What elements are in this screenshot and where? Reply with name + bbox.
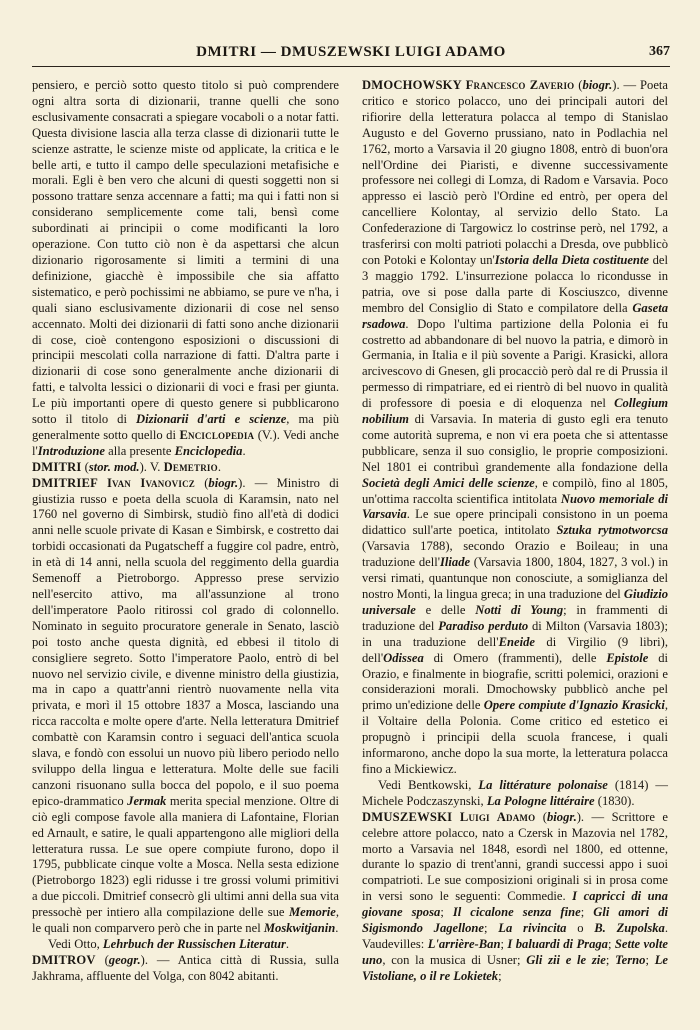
emphasis-text: Le Vistoliane, o il re Lokietek [362,952,668,983]
emphasis-text: B. Zupolska [594,921,665,936]
page-header [32,44,670,66]
body-text: ; [645,952,655,967]
entry-dmuszewski [362,810,668,985]
body-text: (Varsavia 1800, 1804, 1827, 3 vol.) in versi rimati, quantunque non conosciute, a somiglianza del nostro Monti, la lingua greca; in una traduzione del [362,555,668,601]
body-text: di Orazio, e finalmente in biografie, scritti polemici, orazioni e considerazioni morali. Dmochowsky pubblicò anche pel primo un'edizione delle [362,650,668,713]
entry-dmitrief [32,476,339,937]
body-text: ( [535,809,547,824]
emphasis-text: Il cicalone senza fine [452,905,581,920]
emphasis-text: geogr. [108,952,141,967]
body-text: ; [484,921,499,936]
body-text: (1830). [594,793,635,808]
body-text: . [335,921,339,936]
body-text: del 3 maggio 1792. L'insurrezione polacca lo ricondusse in patria, ove si pose dalla parte di Kosciuszco, divenne membro del Consiglio di Stato e compilatore della [362,252,668,315]
body-text: di Milton (Varsavia 1803); in una traduzione dell' [362,618,668,649]
left-column [32,78,339,985]
emphasis-text: Dizionarii d'arti e scienze [136,412,287,427]
emphasis-text: Gaseta rsadowa [362,300,668,331]
entry-dmochowsky [362,78,668,778]
emphasis-text: Giudizio universale [362,587,668,617]
emphasis-text: biogr. [208,475,239,490]
header-rule [32,66,670,67]
emphasis-text: Nuovo memoriale di Varsavia [362,491,668,522]
headword: DMOCHOWSKY Francesco Zaverio [362,78,575,92]
emphasis-text: I baluardi di Praga [507,936,608,951]
body-text: ( [95,952,109,967]
body-text: , con la musica di Usner; [382,952,527,967]
headword: Enciclopedia [179,427,255,442]
body-text: . [217,459,221,474]
emphasis-text: Lehrbuch der Russischen Literatur [102,936,286,951]
emphasis-text: Jermak [127,793,167,808]
emphasis-text: Epistole [606,650,649,665]
emphasis-text: Memorie [288,905,336,920]
paragraph-dizionario-continuation [32,78,339,460]
emphasis-text: La littérature polonaise [478,777,608,792]
emphasis-text: Eneide [498,634,535,649]
emphasis-text: Enciclopedia [174,443,243,458]
reference-dmitrief [32,937,339,953]
body-text: ( [574,78,583,92]
entry-dmitri [32,460,339,476]
body-text: ). — Poeta critico e storico polacco, uno dei principali autori del rifiorire della letteratura polacca al tempo di Stanislao Augusto e del Governo prussiano, nato in Podlachia nel 1762, morto a Varsavia il 20 giugno 1808, entrò di buon'ora nell'Ordine dei Piaristi, e divenne successivamente professore nei collegi di Lomza, di Radom e Varsavia. Poco appresso ei lasciò però l'Ordine ed entrò, per opera del cancelliere Kolontay, al servizio dello Stato. La Confederazione di Targowicz lo costrinse però, nel 1792, a trasferirsi con molti patrioti polacchi a Dresda, ove pubblicò con Potoki e Kolontay un' [362,78,669,267]
emphasis-text: Introduzione [37,443,105,458]
headword: DMUSZEWSKI Luigi Adamo [362,809,536,824]
body-text: alla presente [104,443,175,458]
body-text: di Omero (frammenti), delle [423,650,607,665]
body-text: . Le sue opere principali consistono in un poema didattico sull'arte poetica, intitolato [362,507,668,538]
body-text: , e compilò, fino al 1805, un'ottima raccolta scientifica intitolata [362,475,668,506]
body-text: (1814) — Michele Podczaszynski, [362,777,669,808]
body-text: merita special menzione. Oltre di ciò egli compose favole alla maniera di Lafontaine, Florian ed Arnault, e satire, le quali appartengono alle migliori della letteratura russa. Le sue opere compiute furono, dopo il 1795, pubblicate cinque volte a Mosca. Nella sesta edizione (Pietroborgo 1823) egli ridusse i tre grossi volumi primitivi a due piccoli. Dmitrief consecrò gli ultimi anni della sua vita pressochè per intiero alla compilazione delle sue [32,793,340,920]
emphasis-text: Sette volte uno [362,936,668,967]
body-text: o [566,921,595,936]
body-text: Vedi Bentkowski, [378,777,479,792]
page-number: 367 [649,44,670,59]
body-text: di Varsavia. In materia di gusto egli era tenuto come autorità suprema, e non vi era poeta che si attentasse pubblicare, senza il suo consiglio, le proprie composizioni. Nel 1801 ei contribuì grandemente alla fondazione della [362,412,668,474]
emphasis-text: Opere compiute d'Ignazio Krasicki [483,698,665,713]
emphasis-text: biogr. [582,78,613,92]
emphasis-text: La rivincita [498,921,567,936]
body-text: di Virgilio (9 libri), dell' [362,634,668,665]
body-text: ). V. [139,459,164,474]
body-text: ( [194,475,209,490]
emphasis-text: biogr. [546,809,577,824]
headword: DMITROV [32,952,96,967]
emphasis-text: Notti di Young [475,602,564,617]
emphasis-text: I capricci di una giovane sposa [362,889,668,920]
right-column [362,78,668,985]
emphasis-text: La Pologne littéraire [486,793,595,808]
body-text: ; [607,936,615,951]
emphasis-text: Sztuka rytmotworcsa [556,523,668,538]
body-text: (Varsavia 1788), secondo Orazio e Boileau; in una traduzione dell' [362,539,668,570]
body-text: ; [498,968,502,983]
body-text: . Dopo l'ultima partizione della Polonia ei fu costretto ad abbandonare di bel nuovo la patria, e dimorò in Germania, in Italia e il più sovente a Parigi. Krasicki, allora arcivescovo di Gnesen, gli procacciò però dal re di Prussia il permesso di rimpatriare, ed ei rientrò di bel nuovo in qualità di professore di poesia e di eloquenza nel [362,316,668,411]
emphasis-text: Gli amori di Sigismondo Jagellone [362,905,668,936]
body-text: , le quali non comparvero però che in parte nel [32,905,339,936]
emphasis-text: Collegium nobilium [362,396,668,427]
emphasis-text: Gli zii e le zie [526,952,606,967]
body-text: , il Voltaire della Polonia. Come critico ed estetico ei propugnò i principii della scuola francese, i quali informarono, anche dopo la sua morte, la letteratura polacca fino a Mickiewicz. [362,698,668,776]
body-text: , ma più generalmente sotto quello di [32,412,339,442]
body-text: ). — Ministro di giustizia russo e poeta della scuola di Karamsin, nato nel 1760 nel governo di Simbirsk, studiò fino all'età di dodici anni nelle scuole private di Kasan e Simbirsk, e costretto dai torbidi occasionati da Pugatscheff a fuggire col padre, entrò, in età di 14 anni, nella scuola del reggimento della guardia Semenoff a Pietroborgo. Appresso prese servizio nell'esercito attivo, ma all'assunzione al trono dell'imperatore Paolo ritirossi col grado di colonnello. Nominato in seguito procuratore generale in Senato, lasciò poi tosto anche questa dignità, ed ebbesi il titolo di consigliere segreto. Sotto l'imperatore Paolo, entrò di bel nuovo nel servizio civile, e divenne ministro della giustizia, ma in capo a quattr'anni rientrò nuovamente nella vita privata, e morì il 15 ottobre 1837 a Mosca, lasciando una ricca raccolta e molte opere d'arte. Nella letteratura Dmitrief combattè con Karamsin contro i seguaci dell'antica scuola slava, e fondò con essolui un nuovo più libero periodo nello sviluppo della lingua e letteratura. Molte delle sue facili canzoni risuonano sulla bocca del popolo, e il suo poema epico-drammatico [32,475,339,808]
body-text: . [285,936,290,951]
running-head: DMITRI — DMUSZEWSKI LUIGI ADAMO [196,44,506,60]
emphasis-text: Istoria della Dieta costituente [494,252,650,267]
entry-dmitrov [32,953,339,985]
emphasis-text: L'arrière-Ban [427,936,501,951]
body-text: ; [580,905,594,920]
reference-dmochowsky [362,778,668,810]
body-text: ). — Antica città di Russia, sulla Jakhrama, affluente del Volga, con 8042 abitanti. [32,952,339,983]
emphasis-text: Odissea [383,650,424,665]
body-text: e delle [415,602,476,617]
body-text: ; [605,952,616,967]
body-text: . Vaudevilles: [362,921,669,951]
emphasis-text: Iliade [440,555,471,570]
emphasis-text: Terno [615,952,646,967]
body-text: . [242,443,246,458]
body-text: ; [500,936,508,951]
body-text: ). — Scrittore e celebre attore polacco, nato a Czersk in Mazovia nel 1782, morto a Varsavia nel 1848, esordì nel 1800, ed ottenne, durante lo spazio di trent'anni, grandi successi appo i suoi compatrioti. Le sue composizioni originali si in prosa come in versi sono le seguenti: Commedie. [362,809,669,904]
body-text: Vedi Otto, [48,936,103,951]
headword: Demetrio [163,459,218,474]
body-text: pensiero, e perciò sotto questo titolo si può comprendere ogni altra sorta di dizionarii, tranne quelli che sono esclusivamente consacrati a spiegare vocaboli o a notar fatti. Questa divisione lascia alla terza classe di dizionarii tutte le scienze astratte, le scienze miste od applicate, la critica e le belle arti, e tutto il campo delle speculazioni metafisiche e morali. Egli è ben vero che alcuni di questi soggetti non si possono trattare senza accennare a fatti; ma qui i fatti non si considerano semplicemente come tali, bensì come subordinati ai principii o come modificanti la loro operazione. Con tutto ciò non è da aspettarsi che alcun dizionario rigorosamente si limiti a termini di una definizione, giacchè è impossibile che sia affatto sistematico, e però pochissimi ne abbiamo, se pure ve n'ha, i quali siano esclusivamente dizionarii di cose nel senso accennato. Molti dei dizionarii di fatti sono anche dizionarii di cose, cioè contengono esposizioni o discussioni di principii mescolati colla narrazione di fatti. D'altra parte i dizionarii di cose sono generalmente anche dizionarii di fatti, e talvolta lessici o dizionarii di voci e frasi per giunta. Le più importanti opere di questo genere si pubblicarono sotto il titolo di [32,78,339,427]
emphasis-text: Paradiso perduto [438,618,529,633]
emphasis-text: stor. mod. [88,459,140,474]
headword: DMITRI [32,459,82,474]
headword: DMITRIEF Ivan Ivanovicz [32,475,195,490]
body-text: ; [440,905,453,920]
body-text: ( [81,459,89,474]
emphasis-text: Società degli Amici delle scienze [362,475,535,490]
emphasis-text: Moskwitjanin [263,921,336,936]
body-text: (V.). Vedi anche l' [32,427,340,458]
body-text: ; in frammenti di traduzione del [362,602,668,633]
